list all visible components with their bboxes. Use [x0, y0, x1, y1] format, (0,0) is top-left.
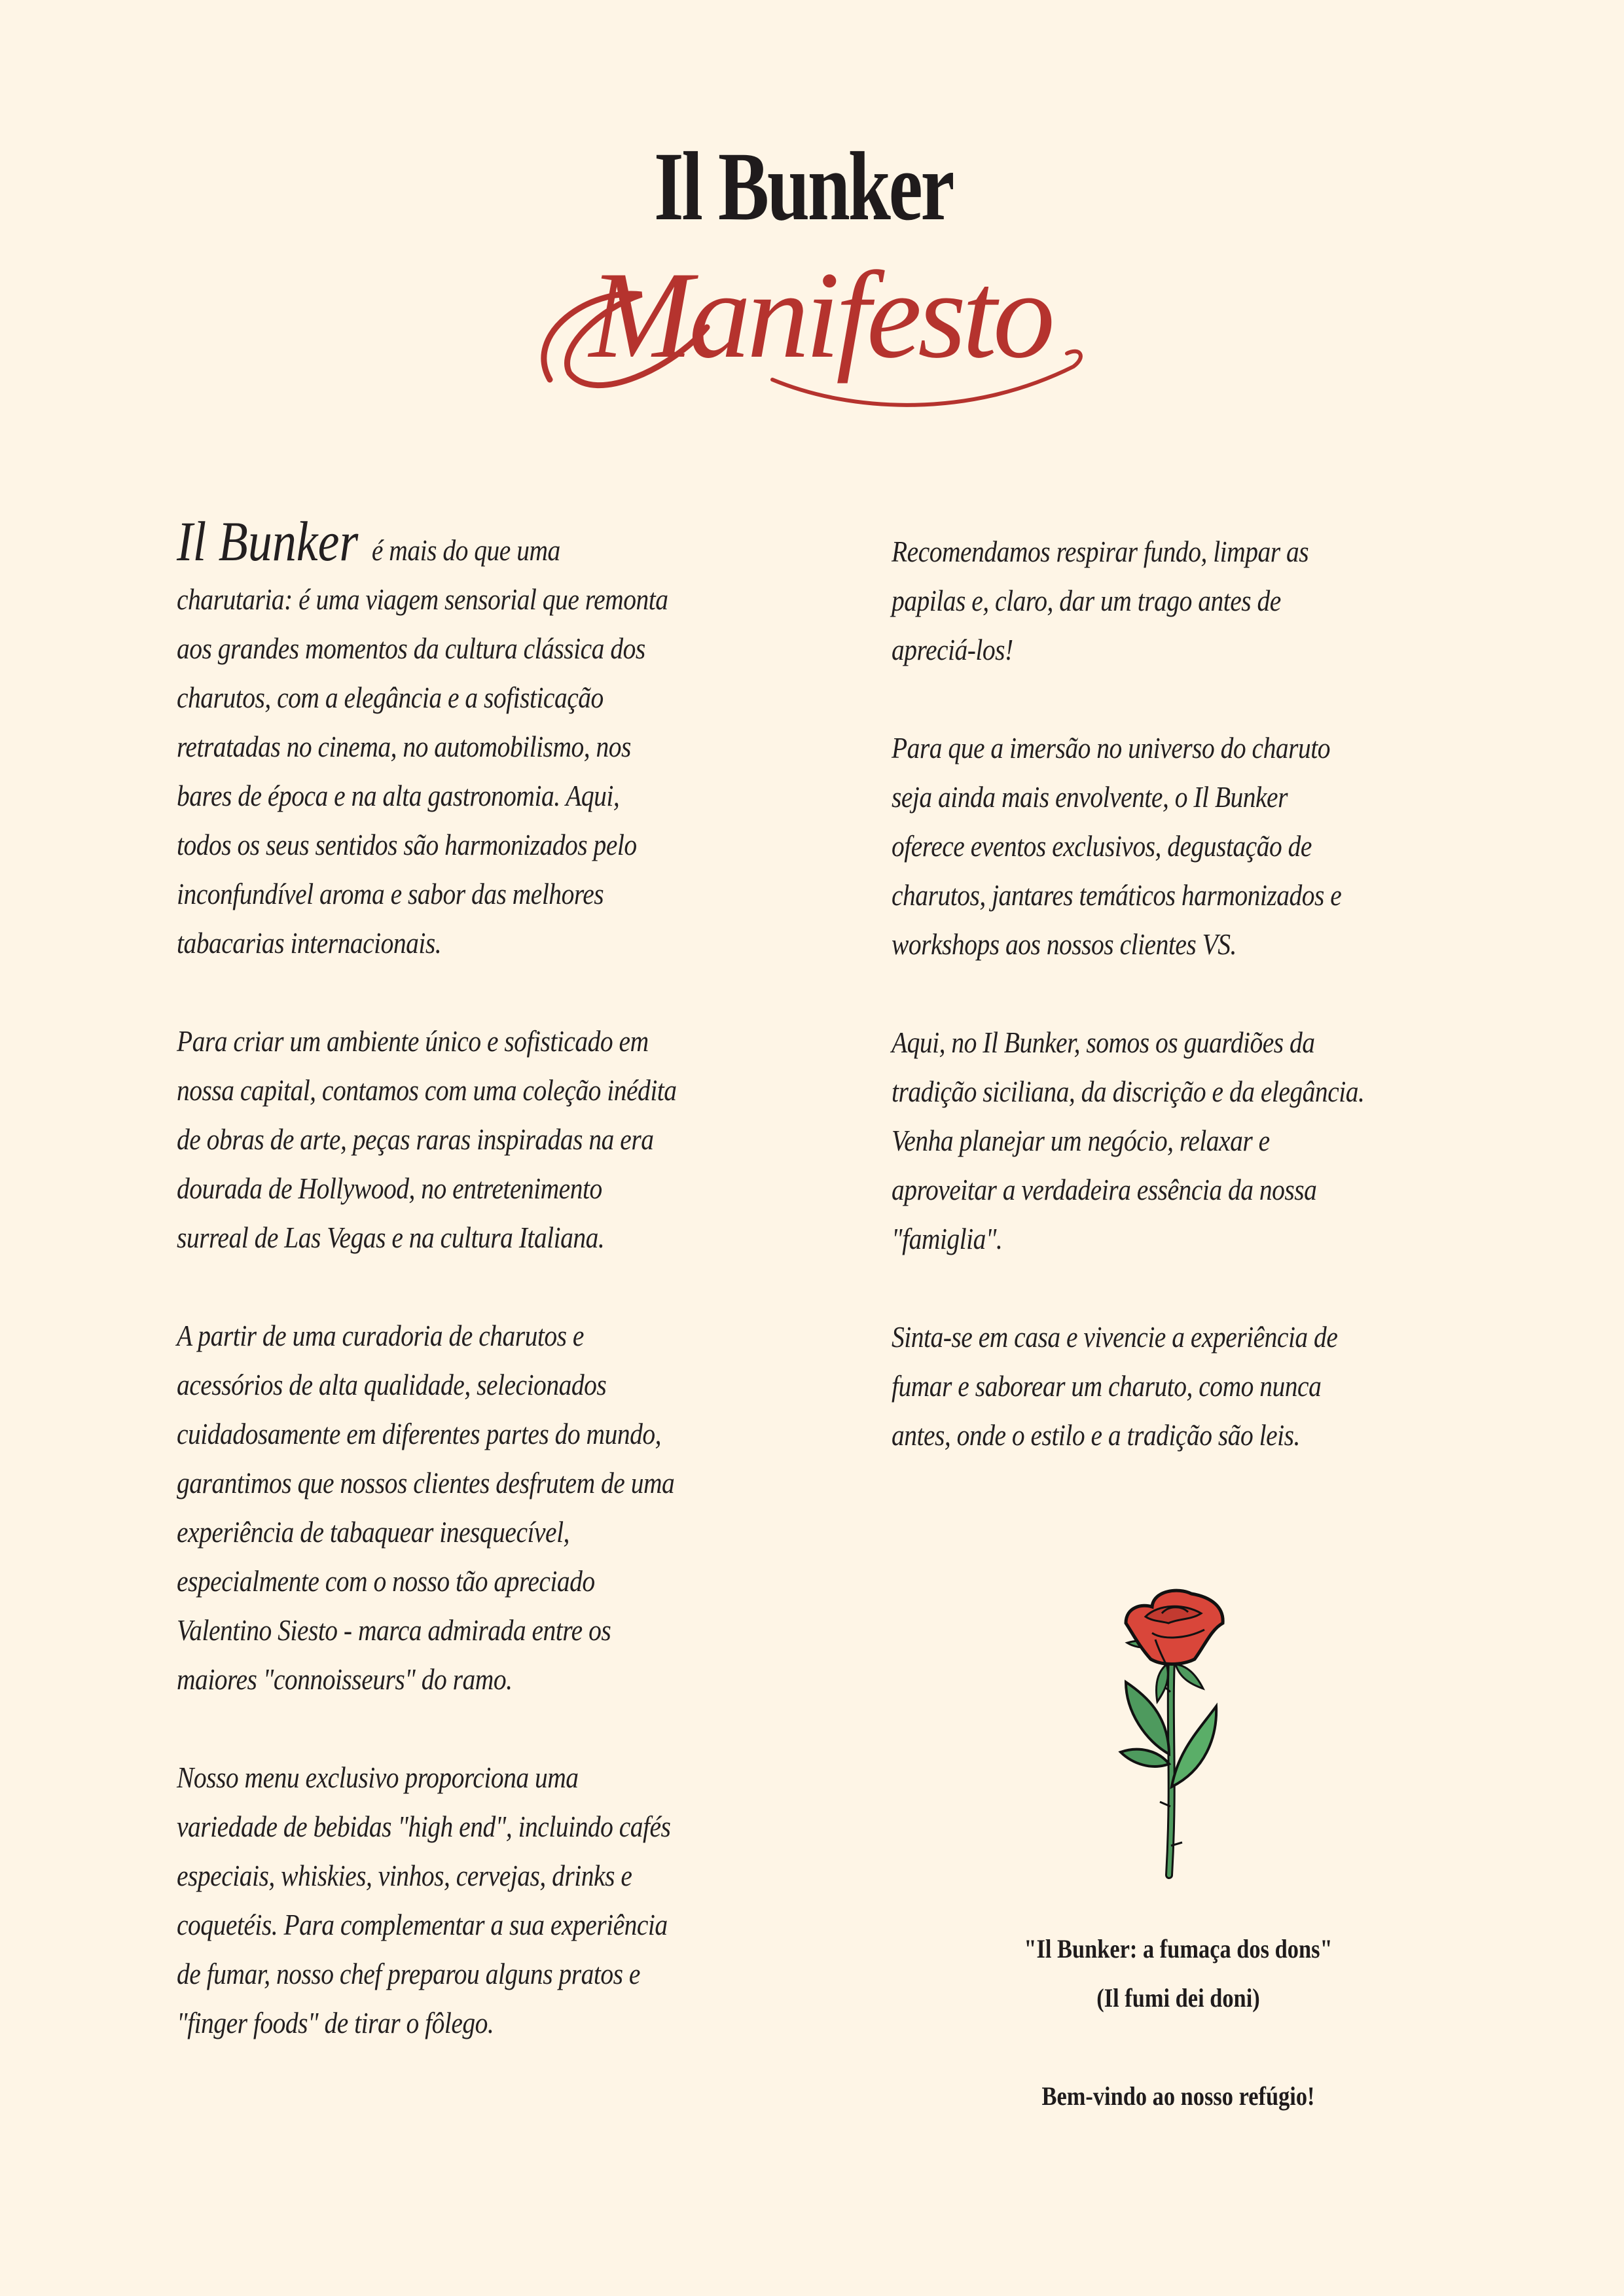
paragraph-intro [177, 510, 805, 967]
text-line: é mais do que uma [371, 533, 560, 567]
text-line: Para que a imersão no universo do charuto [892, 731, 1330, 764]
paragraph-curadoria [177, 1311, 805, 1704]
text-line: variedade de bebidas "high end", incluindo cafés [177, 1810, 671, 1843]
text-line: de obras de arte, peças raras inspiradas na era [177, 1122, 654, 1156]
paragraph-ambiente [177, 1016, 805, 1262]
text-line: A partir de uma curadoria de charutos e [177, 1319, 584, 1352]
text-line: "famiglia". [892, 1222, 1003, 1255]
paragraph-recomendamos [892, 527, 1500, 674]
text-line: dourada de Hollywood, no entretenimento [177, 1172, 602, 1205]
page-title: Il Bunker [654, 132, 953, 241]
text-line: seja ainda mais envolvente, o Il Bunker [892, 780, 1288, 814]
text-line: workshops aos nossos clientes VS. [892, 927, 1236, 961]
text-line: experiência de tabaquear inesquecível, [177, 1515, 569, 1549]
manifesto-script-graphic [511, 216, 1100, 419]
text-line: Sinta-se em casa e vivencie a experiência de [892, 1320, 1338, 1354]
text-line: Valentino Siesto - marca admirada entre os [177, 1613, 611, 1647]
text-line: surreal de Las Vegas e na cultura Italiana. [177, 1221, 605, 1254]
text-line: Nosso menu exclusivo proporciona uma [177, 1761, 579, 1794]
text-line: especiais, whiskies, vinhos, cervejas, drinks e [177, 1859, 632, 1892]
text-line: charutaria: é uma viagem sensorial que remonta [177, 583, 668, 616]
text-line: Venha planejar um negócio, relaxar e [892, 1124, 1270, 1157]
text-line: aproveitar a verdadeira essência da nossa [892, 1173, 1317, 1206]
left-column [177, 510, 805, 2096]
text-line: apreciá-los! [892, 633, 1013, 666]
motto-italian: (Il fumi dei doni) [1096, 1983, 1260, 2013]
paragraph-menu [177, 1753, 805, 2047]
text-line: bares de época e na alta gastronomia. Aqui, [177, 779, 620, 812]
text-line: de fumar, nosso chef preparou alguns pratos e [177, 1957, 640, 1990]
text-line: coquetéis. Para complementar a sua experiência [177, 1908, 668, 1941]
right-column [892, 527, 1500, 1509]
text-line: Para criar um ambiente único e sofisticado em [177, 1024, 649, 1058]
lead-word: Il Bunker [177, 510, 359, 573]
manifesto-text: Manifesto [589, 247, 1051, 384]
text-line: papilas e, claro, dar um trago antes de [892, 584, 1281, 617]
text-line: aos grandes momentos da cultura clássica dos [177, 632, 645, 665]
text-line: garantimos que nossos clientes desfrutem de uma [177, 1466, 675, 1499]
paragraph-sinta-se [892, 1312, 1500, 1460]
text-line: fumar e saborear um charuto, como nunca [892, 1369, 1322, 1403]
intro-first-line [177, 510, 717, 575]
text-line: acessórios de alta qualidade, selecionados [177, 1368, 607, 1401]
text-line: inconfundível aroma e sabor das melhores [177, 877, 604, 910]
welcome-message: Bem-vindo ao nosso refúgio! [1041, 2081, 1315, 2111]
motto: "Il Bunker: a fumaça dos dons" [1024, 1934, 1333, 1964]
text-line: oferece eventos exclusivos, degustação de [892, 829, 1312, 863]
text-line: cuidadosamente em diferentes partes do mundo, [177, 1417, 662, 1450]
rose-icon [1106, 1568, 1237, 1882]
text-line: retratadas no cinema, no automobilismo, nos [177, 730, 631, 763]
text-line: Aqui, no Il Bunker, somos os guardiões da [892, 1026, 1315, 1059]
closing-block [943, 1924, 1414, 2121]
text-line: Recomendamos respirar fundo, limpar as [892, 535, 1309, 568]
text-line: maiores "connoisseurs" do ramo. [177, 1662, 513, 1696]
paragraph-imersao [892, 723, 1500, 969]
text-line: especialmente com o nosso tão apreciado [177, 1564, 595, 1598]
paragraph-guardioes [892, 1018, 1500, 1263]
text-line: tradição siciliana, da discrição e da elegância. [892, 1075, 1365, 1108]
text-line: charutos, com a elegância e a sofisticação [177, 681, 604, 714]
text-line: "finger foods" de tirar o fôlego. [177, 2006, 494, 2039]
manifesto-script-title [511, 216, 1100, 419]
text-line: antes, onde o estilo e a tradição são leis. [892, 1418, 1300, 1452]
text-line: tabacarias internacionais. [177, 926, 442, 960]
text-line: todos os seus sentidos são harmonizados pelo [177, 828, 637, 861]
text-line: charutos, jantares temáticos harmonizados e [892, 878, 1342, 912]
text-line: nossa capital, contamos com uma coleção inédita [177, 1073, 677, 1107]
